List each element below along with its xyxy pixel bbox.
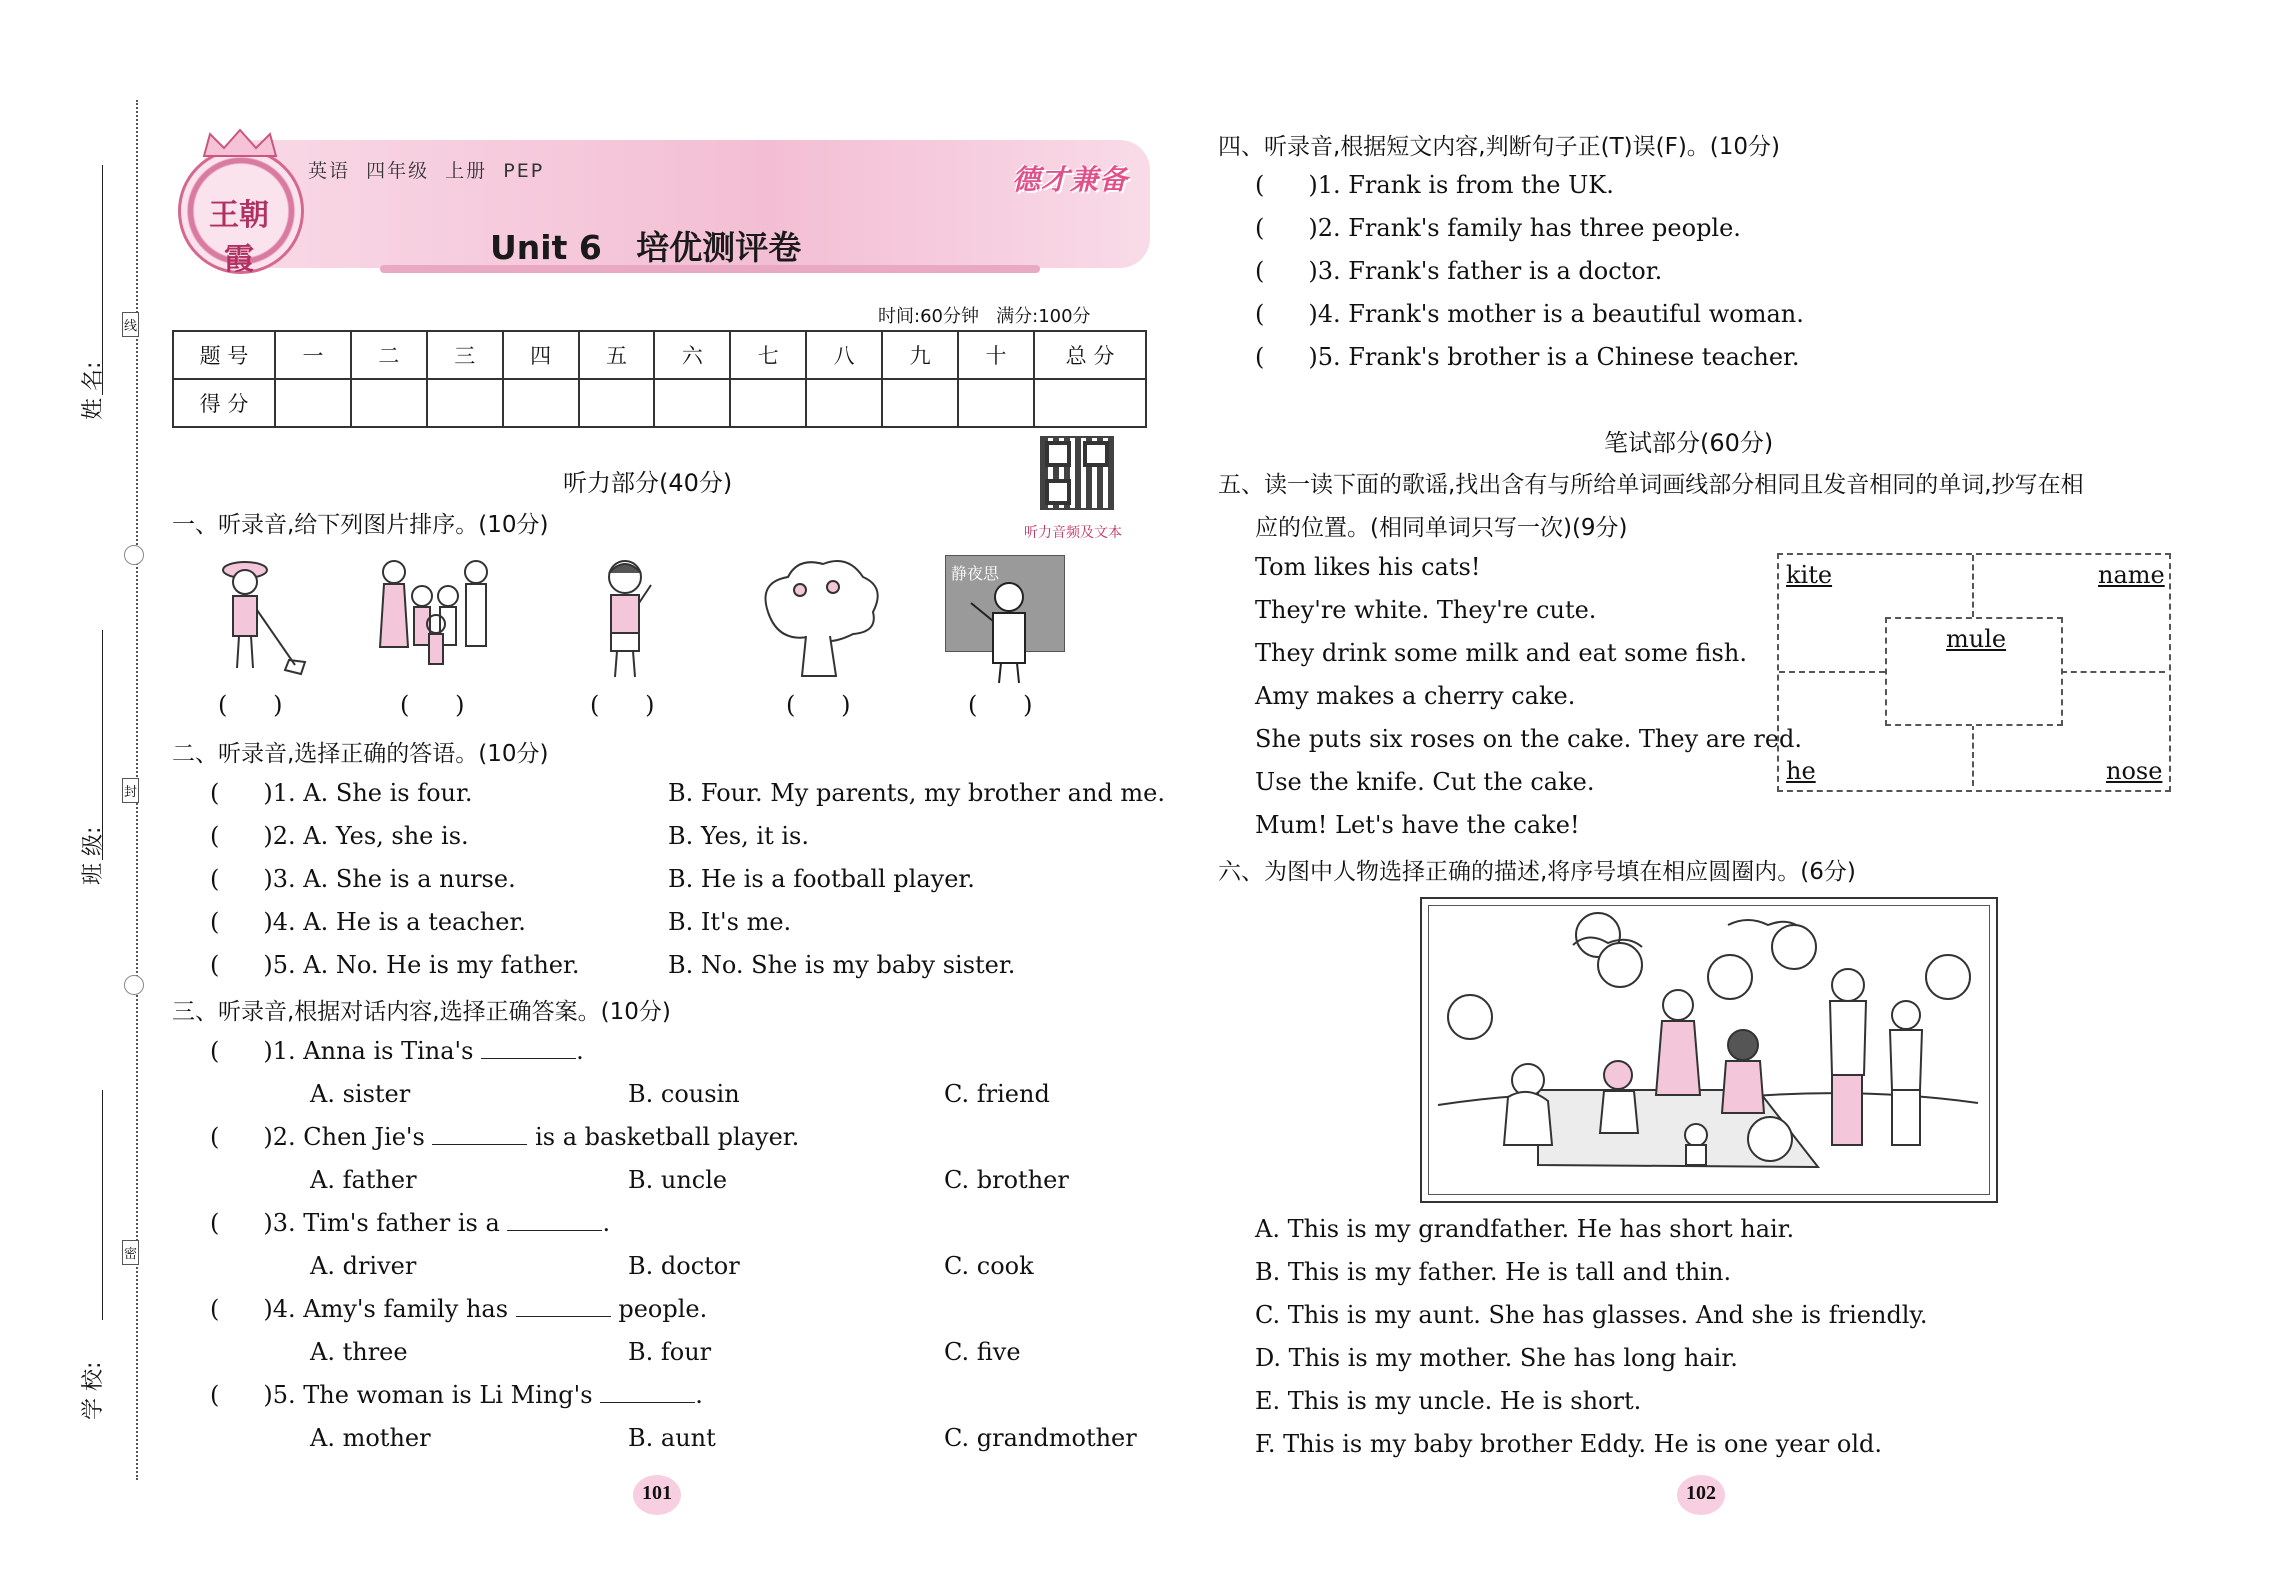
s3-q4-c: C. five [944, 1338, 1021, 1366]
picnic-illustration [1420, 897, 1998, 1203]
score-cell-total: 总 分 [1034, 331, 1146, 379]
picture-boy [585, 555, 665, 685]
s3-q2-b: B. uncle [628, 1166, 728, 1194]
school-label: 学 校: [81, 1361, 106, 1420]
s3-q3-a: A. driver [310, 1252, 417, 1280]
s6-option-b: B. This is my father. He is tall and thin. [1255, 1258, 1732, 1286]
page-number-left: 101 [642, 1482, 672, 1504]
score-input[interactable] [882, 379, 958, 427]
page-number-right: 102 [1686, 1482, 1716, 1504]
s3-q1: ( )1. Anna is Tina's . [210, 1037, 584, 1065]
s2-item-2-b: B. Yes, it is. [668, 822, 809, 850]
s6-option-c: C. This is my aunt. She has glasses. And she is friendly. [1255, 1301, 1928, 1329]
score-input[interactable] [503, 379, 579, 427]
header-subtitle: 英语 四年级 上册 PEP [308, 160, 545, 182]
listening-title: 听力部分(40分) [563, 469, 733, 497]
s2-item-4-b: B. It's me. [668, 908, 792, 936]
s2-item-4: ( )4. A. He is a teacher. [210, 908, 526, 936]
section-4-title: 四、听录音,根据短文内容,判断句子正(T)误(F)。(10分) [1218, 134, 1781, 160]
s3-q5-a: A. mother [310, 1424, 431, 1452]
word-kite: kite [1786, 561, 1833, 589]
s3-q5-c: C. grandmother [944, 1424, 1137, 1452]
s6-option-a: A. This is my grandfather. He has short hair. [1255, 1215, 1795, 1243]
score-cell-h2: 二 [351, 331, 427, 379]
s3-q1-b: B. cousin [628, 1080, 740, 1108]
answer-blank[interactable] [600, 1380, 695, 1403]
picture-paren-5[interactable]: ( ) [968, 691, 1033, 719]
s3-q4-a: A. three [310, 1338, 408, 1366]
s2-item-1-b: B. Four. My parents, my brother and me. [668, 779, 1166, 807]
score-input[interactable] [654, 379, 730, 427]
picture-tree [748, 552, 888, 682]
chant-line-6: Use the knife. Cut the cake. [1255, 768, 1595, 796]
s3-q3-b: B. doctor [628, 1252, 740, 1280]
chant-line-3: They drink some milk and eat some fish. [1255, 639, 1747, 667]
s2-item-3-b: B. He is a football player. [668, 865, 975, 893]
name-input-line[interactable] [102, 165, 103, 395]
qr-caption: 听力音频及文本 [1024, 525, 1122, 541]
s2-item-1: ( )1. A. She is four. [210, 779, 473, 807]
logo-text: 王朝霞 [209, 198, 269, 277]
section-2-title: 二、听录音,选择正确的答语。(10分) [172, 741, 549, 767]
score-cell-h3: 三 [427, 331, 503, 379]
score-input[interactable] [275, 379, 351, 427]
picture-paren-2[interactable]: ( ) [400, 691, 465, 719]
cut-mark-secret: 密 [122, 1240, 139, 1265]
s4-item-1: ( )1. Frank is from the UK. [1255, 171, 1614, 199]
score-input[interactable] [730, 379, 806, 427]
score-input[interactable] [958, 379, 1034, 427]
s3-q5: ( )5. The woman is Li Ming's . [210, 1381, 703, 1409]
s3-q2-c: C. brother [944, 1166, 1069, 1194]
chant-line-1: Tom likes his cats! [1255, 553, 1481, 581]
name-label: 姓 名: [81, 361, 106, 420]
s4-item-3: ( )3. Frank's father is a doctor. [1255, 257, 1663, 285]
score-input[interactable] [806, 379, 882, 427]
chant-line-2: They're white. They're cute. [1255, 596, 1597, 624]
cut-mark-line: 线 [122, 312, 139, 337]
score-input[interactable] [1034, 379, 1146, 427]
section-5-title-line1: 五、读一读下面的歌谣,找出含有与所给单词画线部分相同且发音相同的单词,抄写在相 [1218, 472, 2084, 498]
score-cell-h7: 七 [730, 331, 806, 379]
score-table-header-row [173, 331, 1146, 379]
answer-blank[interactable] [516, 1294, 611, 1317]
s6-option-f: F. This is my baby brother Eddy. He is one year old. [1255, 1430, 1883, 1458]
score-table [172, 330, 1147, 428]
score-cell-h1: 一 [275, 331, 351, 379]
score-cell-h8: 八 [806, 331, 882, 379]
s3-q4: ( )4. Amy's family has people. [210, 1295, 708, 1323]
score-cell-h9: 九 [882, 331, 958, 379]
word-he: he [1786, 757, 1816, 785]
s3-q3-c: C. cook [944, 1252, 1034, 1280]
class-label: 班 级: [81, 826, 106, 885]
qr-code-icon[interactable] [1040, 436, 1114, 510]
time-info: 时间:60分钟 满分:100分 [878, 306, 1091, 327]
score-input[interactable] [427, 379, 503, 427]
s4-item-5: ( )5. Frank's brother is a Chinese teacher. [1255, 343, 1800, 371]
score-row-label: 得 分 [173, 379, 275, 427]
picture-family [372, 552, 502, 682]
picture-paren-4[interactable]: ( ) [786, 691, 851, 719]
score-cell-h5: 五 [579, 331, 655, 379]
section-5-title-line2: 应的位置。(相同单词只写一次)(9分) [1255, 515, 1628, 541]
answer-blank[interactable] [507, 1208, 602, 1231]
s2-item-2: ( )2. A. Yes, she is. [210, 822, 469, 850]
picture-paren-3[interactable]: ( ) [590, 691, 655, 719]
picture-paren-1[interactable]: ( ) [218, 691, 283, 719]
picture-teacher [945, 555, 1065, 685]
score-input[interactable] [579, 379, 655, 427]
s2-item-5: ( )5. A. No. He is my father. [210, 951, 580, 979]
chant-line-4: Amy makes a cherry cake. [1255, 682, 1576, 710]
s2-item-3: ( )3. A. She is a nurse. [210, 865, 516, 893]
word-nose: nose [2106, 757, 2163, 785]
answer-blank[interactable] [481, 1036, 576, 1059]
binding-hole-1 [124, 545, 144, 565]
score-table-score-row [173, 379, 1146, 427]
school-input-line[interactable] [102, 1090, 103, 1320]
s4-item-2: ( )2. Frank's family has three people. [1255, 214, 1741, 242]
section-3-title: 三、听录音,根据对话内容,选择正确答案。(10分) [172, 999, 671, 1025]
s3-q1-a: A. sister [310, 1080, 411, 1108]
score-cell-h6: 六 [654, 331, 730, 379]
s3-q2-a: A. father [310, 1166, 417, 1194]
section-1-title: 一、听录音,给下列图片排序。(10分) [172, 512, 549, 538]
page-title: Unit 6 培优测评卷 [490, 228, 802, 267]
s3-q1-c: C. friend [944, 1080, 1050, 1108]
binding-hole-2 [124, 975, 144, 995]
word-mule: mule [1946, 625, 2007, 653]
class-input-line[interactable] [102, 630, 103, 860]
word-box-vline-bottom [1972, 724, 1974, 786]
s3-q4-b: B. four [628, 1338, 712, 1366]
s6-option-e: E. This is my uncle. He is short. [1255, 1387, 1642, 1415]
chant-line-7: Mum! Let's have the cake! [1255, 811, 1580, 839]
s2-item-5-b: B. No. She is my baby sister. [668, 951, 1016, 979]
answer-blank[interactable] [432, 1122, 527, 1145]
score-cell-h10: 十 [958, 331, 1034, 379]
logo-crown-icon [200, 128, 280, 158]
picture-farmer [205, 550, 315, 680]
word-box-hline-left [1779, 671, 1885, 673]
chant-line-5: She puts six roses on the cake. They are red. [1255, 725, 1803, 753]
score-input[interactable] [351, 379, 427, 427]
score-cell-label: 题 号 [173, 331, 275, 379]
score-cell-h4: 四 [503, 331, 579, 379]
s3-q5-b: B. aunt [628, 1424, 716, 1452]
section-6-title: 六、为图中人物选择正确的描述,将序号填在相应圆圈内。(6分) [1218, 859, 1856, 885]
s3-q2: ( )2. Chen Jie's is a basketball player. [210, 1123, 800, 1151]
word-box-hline-right [2061, 671, 2165, 673]
written-title: 笔试部分(60分) [1604, 429, 1774, 457]
s6-option-d: D. This is my mother. She has long hair. [1255, 1344, 1738, 1372]
header-badge: 德才兼备 [1012, 163, 1129, 196]
word-box-vline-top [1972, 555, 1974, 617]
blackboard-text: 静夜思 [951, 564, 1000, 583]
s4-item-4: ( )4. Frank's mother is a beautiful woman. [1255, 300, 1804, 328]
word-name: name [2098, 561, 2165, 589]
s3-q3: ( )3. Tim's father is a . [210, 1209, 611, 1237]
cut-mark-seal: 封 [122, 778, 139, 803]
